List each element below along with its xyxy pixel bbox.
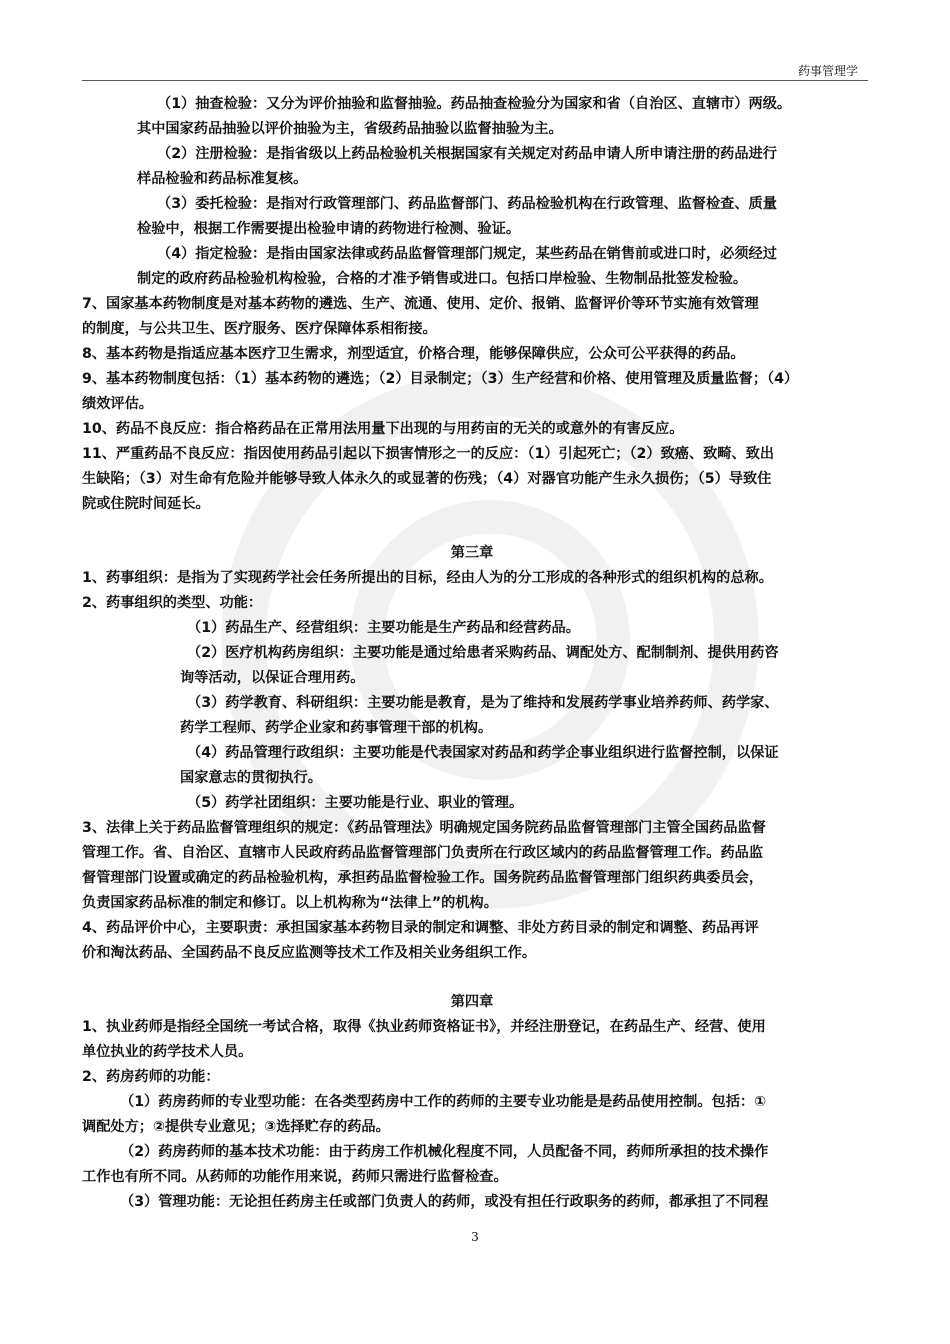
text-line: 负责国家药品标准的制定和修订。以上机构称为“法律上”的机构。 bbox=[82, 895, 498, 911]
text-line: 绩效评估。 bbox=[82, 396, 153, 412]
text-line: （1）药房药师的专业型功能：在各类型药房中工作的药师的主要专业功能是是药品使用控制。包括：① bbox=[120, 1094, 767, 1110]
chapter-heading: 第三章 bbox=[450, 545, 494, 561]
text-line: 10、药品不良反应：指合格药品在正常用法用量下出现的与用药亩的无关的或意外的有害反应。 bbox=[82, 421, 684, 437]
text-line: （2）医疗机构药房组织：主要功能是通过给患者采购药品、调配处方、配制制剂、提供用药咨 bbox=[187, 645, 779, 661]
text-line: 7、国家基本药物制度是对基本药物的遴选、生产、流通、使用、定价、报销、监督评价等环节实施有效管理 bbox=[82, 296, 759, 312]
text-line: 制定的政府药品检验机构检验，合格的才准予销售或进口。包括口岸检验、生物制品批签发检验。 bbox=[137, 271, 748, 287]
section-gap bbox=[82, 966, 862, 990]
text-line: （5）药学社团组织：主要功能是行业、职业的管理。 bbox=[187, 795, 524, 811]
text-line: （4）药品管理行政组织：主要功能是代表国家对药品和药学企事业组织进行监督控制，以保证 bbox=[187, 745, 779, 761]
text-line: （1）抽查检验：又分为评价抽验和监督抽验。药品抽查检验分为国家和省（自治区、直辖市）两级。 bbox=[157, 96, 792, 112]
text-line: （2）药房药师的基本技术功能：由于药房工作机械化程度不同，人员配备不同，药师所承担的技术操作 bbox=[120, 1144, 769, 1160]
text-line: 调配处方；②提供专业意见；③选择贮存的药品。 bbox=[82, 1119, 390, 1135]
text-line: 单位执业的药学技术人员。 bbox=[82, 1044, 253, 1060]
text-line: 的制度，与公共卫生、医疗服务、医疗保障体系相衔接。 bbox=[82, 321, 437, 337]
text-line: 价和淘汰药品、全国药品不良反应监测等技术工作及相关业务组织工作。 bbox=[82, 945, 537, 961]
text-line: 询等活动，以保证合理用药。 bbox=[180, 670, 365, 686]
document-body bbox=[82, 92, 862, 1215]
text-line: 样品检验和药品标准复核。 bbox=[137, 171, 308, 187]
text-line: （3）管理功能：无论担任药房主任或部门负责人的药师，或没有担任行政职务的药师，都承担了不同程 bbox=[120, 1194, 769, 1210]
text-line: 督管理部门设置或确定的药品检验机构，承担药品监督检验工作。国务院药品监督管理部门组织药典委员会， bbox=[82, 870, 764, 886]
text-line: 3、法律上关于药品监督管理组织的规定：《药品管理法》明确规定国务院药品监督管理部门主管全国药品监督 bbox=[82, 820, 766, 836]
text-line: 1、药事组织：是指为了实现药学社会任务所提出的目标，经由人为的分工形成的各种形式的组织机构的总称。 bbox=[82, 570, 773, 586]
text-line: 院或住院时间延长。 bbox=[82, 496, 210, 512]
text-line: 生缺陷；（3）对生命有危险并能够导致人体永久的或显著的伤残；（4）对器官功能产生永久损伤；（5）导致住 bbox=[82, 471, 772, 487]
text-line: 检验中，根据工作需要提出检验申请的药物进行检测、验证。 bbox=[137, 221, 521, 237]
text-line: 2、药房药师的功能： bbox=[82, 1069, 220, 1085]
text-line: 其中国家药品抽验以评价抽验为主，省级药品抽验以监督抽验为主。 bbox=[137, 121, 563, 137]
text-line: （4）指定检验：是指由国家法律或药品监督管理部门规定，某些药品在销售前或进口时，必须经过 bbox=[157, 246, 777, 262]
text-line: 工作也有所不同。从药师的功能作用来说，药师只需进行监督检查。 bbox=[82, 1169, 508, 1185]
text-line: 管理工作。省、自治区、直辖市人民政府药品监督管理部门负责所在行政区域内的药品监督管理工作。药品监 bbox=[82, 845, 764, 861]
text-line: 1、执业药师是指经全国统一考试合格，取得《执业药师资格证书》，并经注册登记，在药品生产、经营、使用 bbox=[82, 1019, 766, 1035]
page-header-title: 药事管理学 bbox=[797, 64, 858, 78]
text-line: （2）注册检验：是指省级以上药品检验机关根据国家有关规定对药品申请人所申请注册的药品进行 bbox=[157, 146, 777, 162]
text-line: （3）药学教育、科研组织：主要功能是教育，是为了维持和发展药学事业培养药师、药学家、 bbox=[187, 695, 779, 711]
text-line: 国家意志的贯彻执行。 bbox=[180, 770, 322, 786]
section-gap bbox=[82, 517, 862, 541]
chapter-heading: 第四章 bbox=[450, 994, 494, 1010]
text-line: 药学工程师、药学企业家和药事管理干部的机构。 bbox=[180, 720, 493, 736]
text-line: 8、基本药物是指适应基本医疗卫生需求，剂型适宜，价格合理，能够保障供应，公众可公平获得的药品。 bbox=[82, 346, 745, 362]
header-rule bbox=[82, 80, 868, 81]
page-number: 3 bbox=[471, 1230, 479, 1244]
text-line: 9、基本药物制度包括：（1）基本药物的遴选；（2）目录制定；（3）生产经营和价格、使用管理及质量监督；（4） bbox=[82, 371, 799, 387]
text-line: （3）委托检验：是指对行政管理部门、药品监督部门、药品检验机构在行政管理、监督检查、质量 bbox=[157, 196, 777, 212]
text-line: 4、药品评价中心，主要职责：承担国家基本药物目录的制定和调整、非处方药目录的制定和调整、药品再评 bbox=[82, 920, 759, 936]
text-line: （1）药品生产、经营组织：主要功能是生产药品和经营药品。 bbox=[187, 620, 580, 636]
text-line: 2、药事组织的类型、功能： bbox=[82, 595, 263, 611]
text-line: 11、严重药品不良反应：指因使用药品引起以下损害情形之一的反应：（1）引起死亡；（2）致癌、致畸、致出 bbox=[82, 446, 775, 462]
